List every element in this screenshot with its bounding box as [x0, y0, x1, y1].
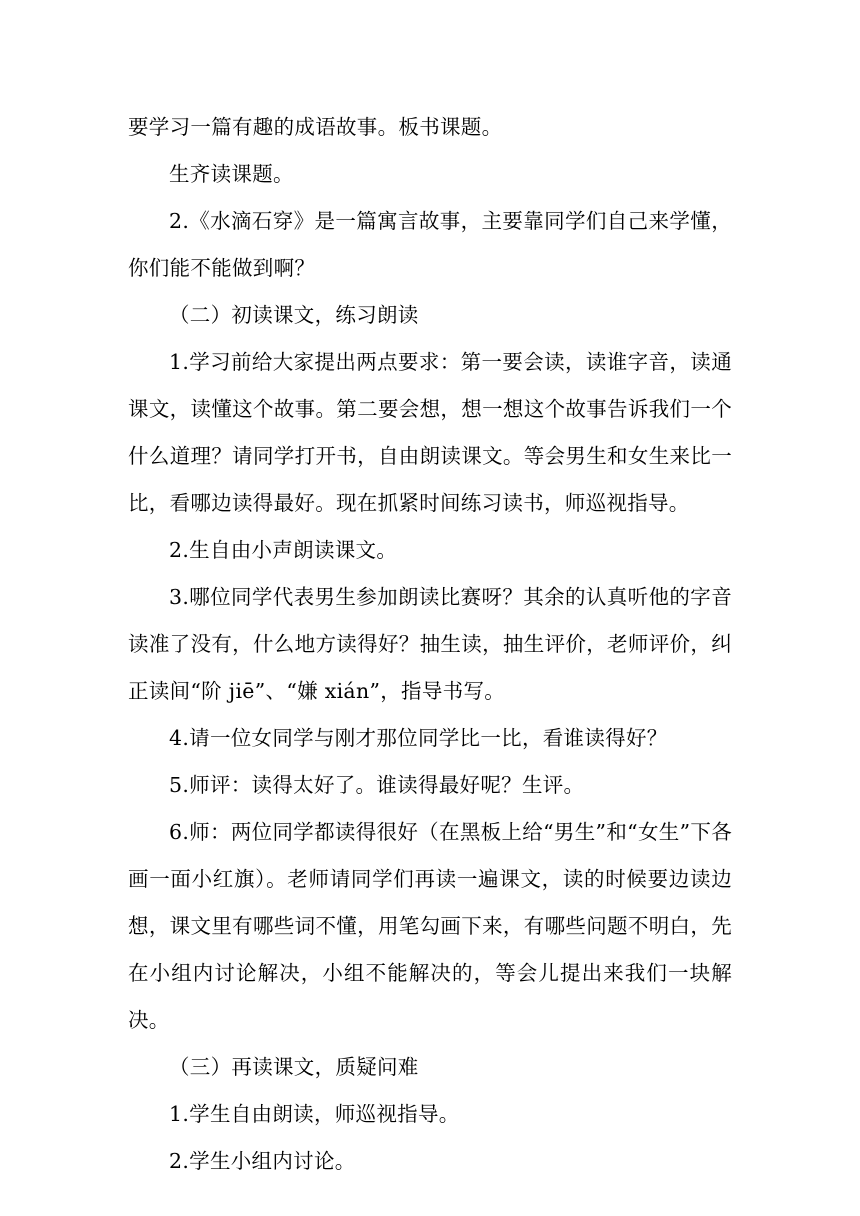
paragraph-step-2-intro: 2.《水滴石穿》是一篇寓言故事，主要靠同学们自己来学懂，你们能不能做到啊？	[128, 209, 732, 280]
document-body	[128, 104, 732, 1185]
paragraph-teacher-comment: 5.师评：读得太好了。谁读得最好呢？生评。	[169, 773, 585, 797]
paragraph-student-reading: 1.学生自由朗读，师巡视指导。	[169, 1102, 460, 1126]
paragraph-continuation: 要学习一篇有趣的成语故事。板书课题。	[128, 115, 503, 139]
paragraph-girl-compare: 4.请一位女同学与刚才那位同学比一比，看谁读得好？	[169, 726, 668, 750]
paragraph-group-discussion: 2.学生小组内讨论。	[169, 1149, 356, 1173]
paragraph-reread-instructions: 6.师：两位同学都读得很好（在黑板上给“男生”和“女生”下各画一面小红旗）。老师请同学们再读一遍课文，读的时候要边读边想，课文里有哪些词不懂，用笔勾画下来，有哪些问题不明白，先在小组内讨论解决，小组不能解决的，等会儿提出来我们一块解决。	[128, 820, 732, 1032]
paragraph-read-title: 生齐读课题。	[169, 162, 294, 186]
paragraph-reading-requirements: 1.学习前给大家提出两点要求：第一要会读，读谁字音，读通课文，读懂这个故事。第二要会想，想一想这个故事告诉我们一个什么道理？请同学打开书，自由朗读课文。等会男生和女生来比一比，看哪边读得最好。现在抓紧时间练习读书，师巡视指导。	[128, 350, 732, 515]
section-heading-first-reading: （二）初读课文，练习朗读	[169, 303, 419, 327]
paragraph-reading-contest: 3.哪位同学代表男生参加朗读比赛呀？其余的认真听他的字音读准了没有，什么地方读得好？抽生读，抽生评价，老师评价，纠正读间“阶 jiē”、“嫌 xián”，指导书写。	[128, 585, 732, 703]
paragraph-free-reading: 2.生自由小声朗读课文。	[169, 538, 398, 562]
section-heading-questioning: （三）再读课文，质疑问难	[169, 1055, 419, 1079]
